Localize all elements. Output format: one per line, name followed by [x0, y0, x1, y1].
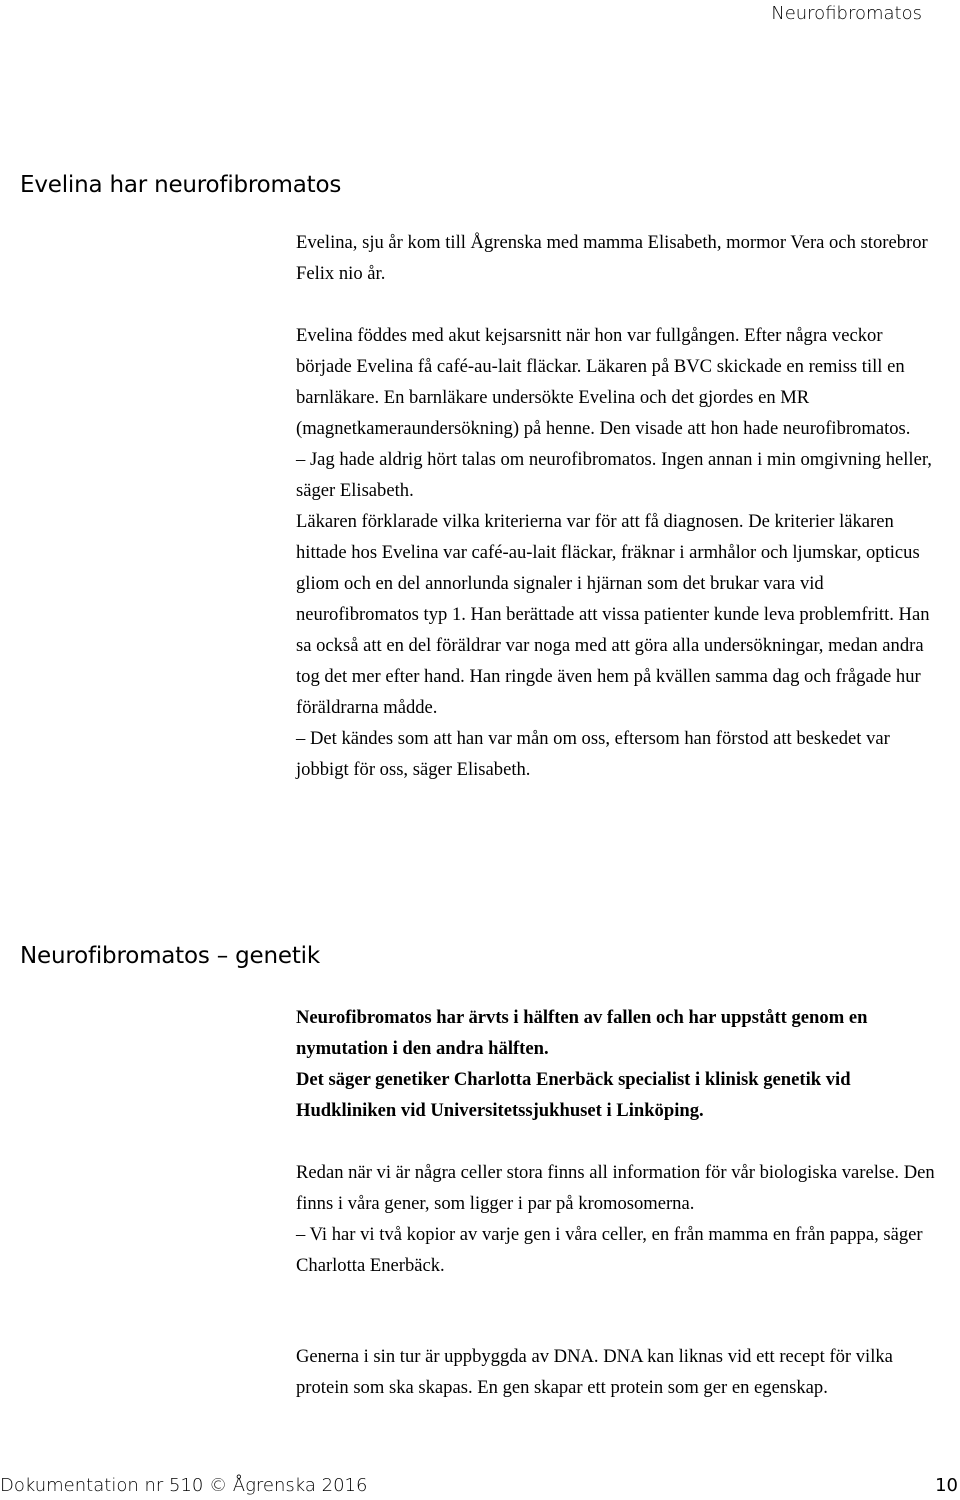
story-quote: – Det kändes som att han var mån om oss, eftersom han förstod att beskedet var jobbigt för oss, säger Elisabeth.	[296, 728, 890, 780]
genetics-paragraph: Redan när vi är några celler stora finns all information för vår biologiska varelse. Den finns i våra gener, som ligger i par på kromosomerna.	[296, 1162, 935, 1214]
section-heading-genetics: Neurofibromatos – genetik	[20, 943, 320, 969]
genetics-lead-block	[296, 1002, 936, 1126]
story-paragraph: Läkaren förklarade vilka kriterierna var för att få diagnosen. De kriterier läkaren hittade hos Evelina var café-au-lait fläckar, fräknar i armhålor och ljumskar, opticus gliom och en del annorlunda signaler i hjärnan som det brukar vara vid neurofibromatos typ 1. Han berättade att vissa patienter kunde leva problemfritt. Han sa också att en del föräldrar var noga med att göra alla undersökningar, medan andra tog det mer efter hand. Han ringde även hem på kvällen samma dag och frågade hur föräldrarna mådde.	[296, 511, 930, 718]
footer-documentation: Dokumentation nr 510 © Ågrenska 2016	[0, 1475, 368, 1496]
intro-block	[296, 227, 936, 289]
genetics-dna-block	[296, 1341, 936, 1403]
story-quote: – Jag hade aldrig hört talas om neurofibromatos. Ingen annan i min omgivning heller, säger Elisabeth.	[296, 449, 932, 501]
running-header-title: Neurofibromatos	[771, 3, 922, 24]
story-paragraph: Evelina föddes med akut kejsarsnitt när hon var fullgången. Efter några veckor började Evelina få café-au-lait fläckar. Läkaren på BVC skickade en remiss till en barnläkare. En barnläkare undersökte Evelina och det gjordes en MR (magnetkameraundersökning) på henne. Den visade att hon hade neurofibromatos.	[296, 325, 911, 439]
intro-paragraph: Evelina, sju år kom till Ågrenska med mamma Elisabeth, mormor Vera och storebror Felix nio år.	[296, 232, 928, 284]
genetics-lead-paragraph: Neurofibromatos har ärvts i hälften av fallen och har uppstått genom en nymutation i den andra hälften.	[296, 1007, 868, 1059]
page-number: 10	[935, 1475, 958, 1496]
genetics-body-block	[296, 1157, 936, 1281]
genetics-lead-paragraph: Det säger genetiker Charlotta Enerbäck specialist i klinisk genetik vid Hudkliniken vid Universitetssjukhuset i Linköping.	[296, 1069, 851, 1121]
genetics-quote: – Vi har vi två kopior av varje gen i våra celler, en från mamma en från pappa, säger Charlotta Enerbäck.	[296, 1224, 923, 1276]
story-block	[296, 320, 936, 785]
genetics-paragraph: Generna i sin tur är uppbyggda av DNA. DNA kan liknas vid ett recept för vilka protein som ska skapas. En gen skapar ett protein som ger en egenskap.	[296, 1346, 893, 1398]
section-heading-evelina: Evelina har neurofibromatos	[20, 172, 342, 198]
